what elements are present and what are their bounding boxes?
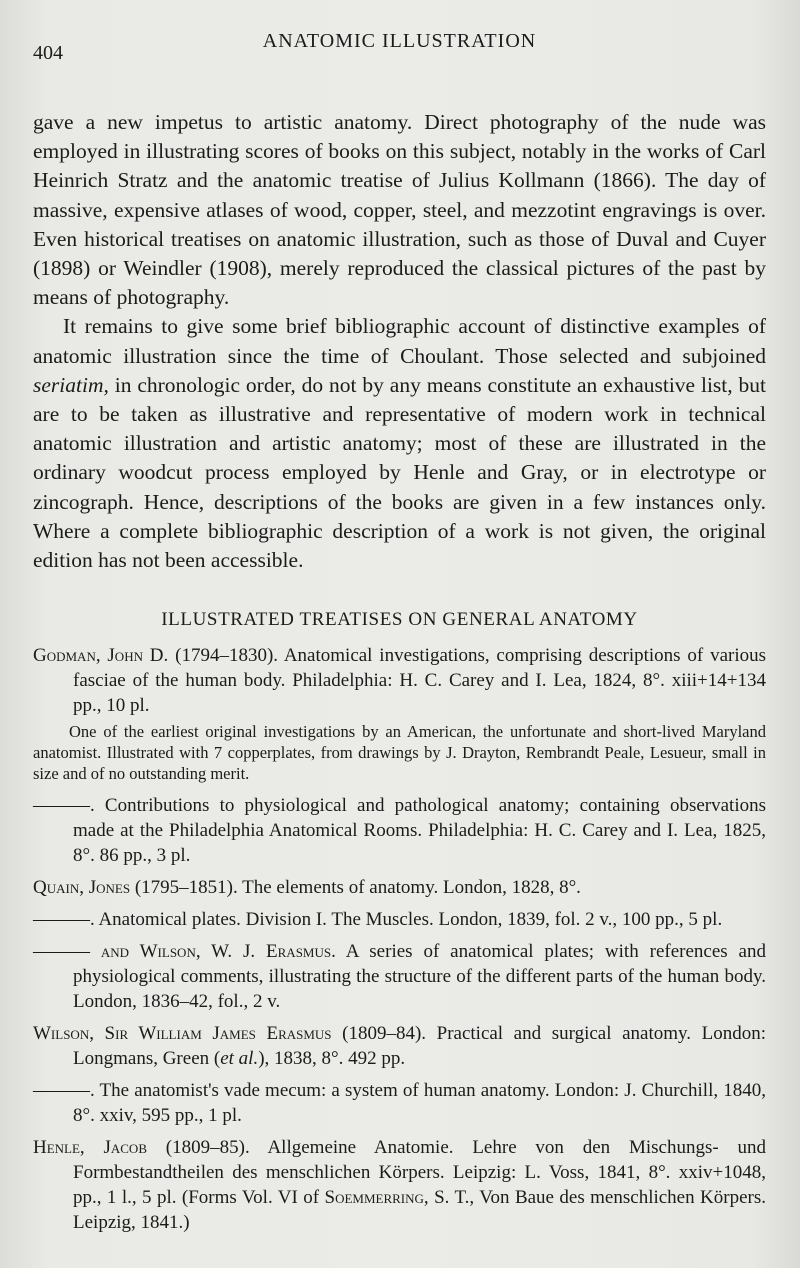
entry-text: (1809–84). Practical and surgical anatomy. London: Longmans, Green ( <box>73 1023 766 1070</box>
entry-text: (1794–1830). Anatomical investigations, comprising descriptions of various fasciae of the human body. Philadelphia: H. C. Carey and I. Lea, 1824, 8°. xiii+14+134 pp., 10 pl. <box>73 645 767 717</box>
entry-text: (1809–85). Allgemeine Anatomie. Lehre von den Mischungs- und Formbestandtheilen des menschlichen Körpers. Leipzig: L. Voss, 1841, 8°. xxiv+1048, pp., 1 l., 5 pl. (Forms Vol. VI of <box>73 1137 766 1209</box>
paragraph-1 <box>33 108 766 312</box>
entry-text-2: , S. T., Von Baue des menschlichen Körpers. Leipzig, 1841.) <box>73 1187 766 1234</box>
paragraph-2-text-b: in chronologic order, do not by any means constitute an exhaustive list, but are to be taken as illustrative and representative of modern work in technical anatomic illustration and artistic anatomy; most of these are illustrated in the ordinary woodcut process employed by Henle and Gray, or in electrotype or zincograph. Hence, descriptions of the books are given in a few instances only. Where a complete bibliographic description of a work is not given, the original edition has not been accessible. <box>33 372 766 573</box>
entry-italic: et al. <box>220 1048 259 1070</box>
bib-entry-wilson <box>33 1021 766 1071</box>
entry-text: (1795–1851). The elements of anatomy. London, 1828, 8°. <box>130 877 581 899</box>
bibliography-list <box>33 643 766 1235</box>
entry-author: Henle, Jacob <box>33 1137 147 1159</box>
entry-dash: ——— <box>33 941 90 963</box>
bib-entry-quain-wilson <box>33 939 766 1014</box>
bib-entry-quain <box>33 875 766 900</box>
entry-dash: ———. <box>33 909 95 931</box>
bib-entry-godman-2 <box>33 793 766 868</box>
page-number: 404 <box>33 42 63 64</box>
entry-author: and Wilson, W. J. Erasmus. <box>90 941 336 963</box>
entry-author: Wilson, Sir William James Erasmus <box>33 1023 332 1045</box>
entry-author: Godman, John D. <box>33 645 169 667</box>
bib-entry-wilson-2 <box>33 1078 766 1128</box>
entry-author-2: Soemmerring <box>324 1187 424 1209</box>
entry-author: Quain, Jones <box>33 877 131 899</box>
entry-dash: ———. <box>33 1080 95 1102</box>
entry-text-2: ), 1838, 8°. 492 pp. <box>258 1048 406 1070</box>
paragraph-2-italic: seriatim, <box>33 372 109 397</box>
section-title: ILLUSTRATED TREATISES ON GENERAL ANATOMY <box>161 609 638 631</box>
bib-note-godman: One of the earliest original investigations by an American, the unfortunate and short-lived Maryland anatomist. Illustrated with 7 copperplates, from drawings by J. Drayton, Rembrandt Peale, Lesueur, small in size and of no outstanding merit. <box>33 722 766 784</box>
paragraph-1-text: gave a new impetus to artistic anatomy. Direct photography of the nude was employed in illustrating scores of books on this subject, notably in the works of Carl Heinrich Stratz and the anatomic treatise of Julius Kollmann (1866). The day of massive, expensive atlases of wood, copper, steel, and mezzotint engravings is over. Even historical treatises on anatomic illustration, such as those of Duval and Cuyer (1898) or Weindler (1908), merely reproduced the classical pictures of the past by means of photography. <box>33 110 766 310</box>
entry-dash: ———. <box>33 795 95 817</box>
bib-entry-godman <box>33 643 766 718</box>
running-head: ANATOMIC ILLUSTRATION <box>262 30 537 52</box>
paragraph-2 <box>33 312 766 575</box>
page-header <box>33 26 766 66</box>
bib-entry-quain-2 <box>33 907 766 932</box>
entry-text: Contributions to physiological and pathological anatomy; containing observations made at the Philadelphia Anatomical Rooms. Philadelphia: H. C. Carey and I. Lea, 1825, 8°. 86 pp., 3 pl. <box>73 795 766 867</box>
paragraph-2-text-a: It remains to give some brief bibliographic account of distinctive examples of anatomic illustration since the time of Choulant. Those selected and subjoined <box>33 314 766 368</box>
entry-text: Anatomical plates. Division I. The Muscles. London, 1839, fol. 2 v., 100 pp., 5 pl. <box>94 909 723 931</box>
entry-text: The anatomist's vade mecum: a system of human anatomy. London: J. Churchill, 1840, 8°. xxiv, 595 pp., 1 pl. <box>73 1080 766 1127</box>
body-text <box>33 108 766 575</box>
entry-text: A series of anatomical plates; with references and physiological comments, illustrating the structure of the different parts of the human body. London, 1836–42, fol., 2 v. <box>73 941 766 1013</box>
bib-entry-henle <box>33 1135 766 1235</box>
